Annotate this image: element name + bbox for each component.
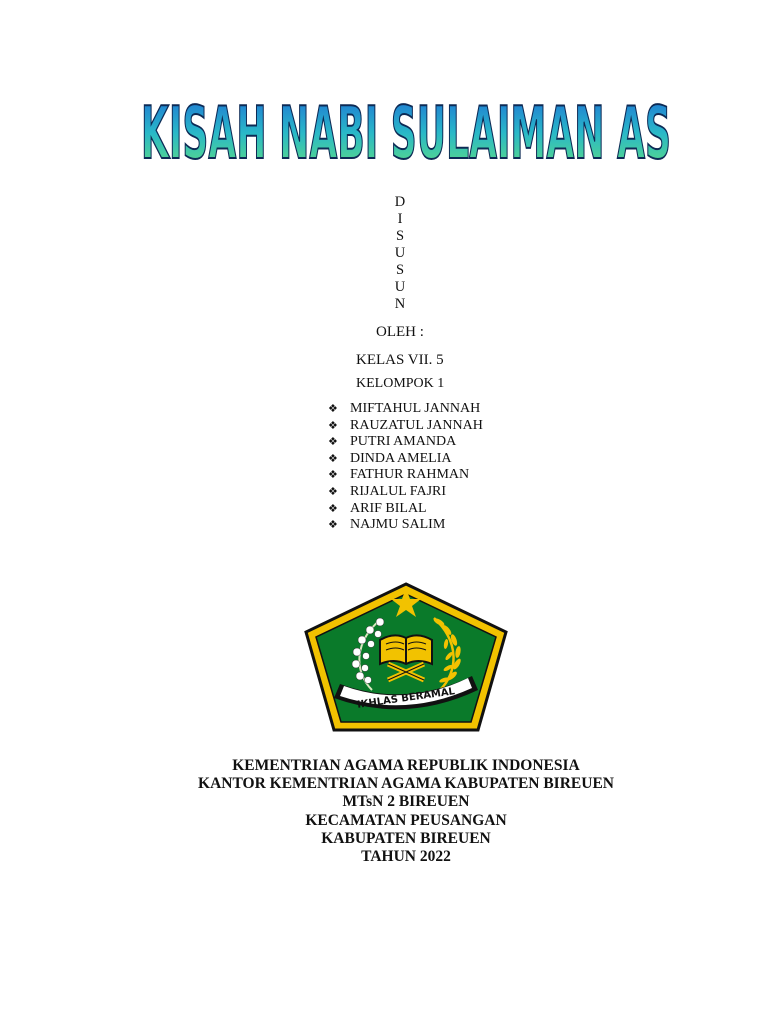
logo-banner-text: IKHLAS BERAMAL [356, 686, 456, 711]
disusun-letter: U [394, 279, 406, 295]
diamond-bullet-icon: ❖ [328, 403, 338, 415]
list-item [328, 517, 483, 534]
diamond-bullet-icon: ❖ [328, 436, 338, 449]
diamond-bullet-icon: ❖ [328, 469, 338, 482]
kelas-label: KELAS VII. 5 [356, 352, 444, 368]
member-name: NAJMU SALIM [350, 517, 446, 533]
document-title [0, 0, 768, 180]
diamond-bullet-icon: ❖ [328, 519, 338, 532]
member-name: RIJALUL FAJRI [350, 483, 447, 499]
list-item [328, 434, 483, 451]
list-item [328, 467, 483, 484]
member-name: RAUZATUL JANNAH [350, 417, 483, 433]
ministry-logo-icon [302, 580, 510, 732]
footer-line: TAHUN 2022 [361, 848, 451, 866]
member-name: MIFTAHUL JANNAH [350, 401, 481, 416]
disusun-letter: I [397, 211, 403, 227]
member-name: ARIF BILAL [350, 500, 427, 516]
diamond-bullet-icon: ❖ [328, 502, 338, 515]
member-name: PUTRI AMANDA [350, 434, 457, 450]
footer-line: MTsN 2 BIREUEN [342, 793, 470, 811]
title-text: KISAH NABI SULAIMAN AS [141, 91, 671, 175]
footer-line: KECAMATAN PEUSANGAN [305, 811, 507, 829]
disusun-letter: D [394, 194, 406, 210]
disusun-letter: S [395, 228, 405, 244]
disusun-vertical [380, 194, 420, 313]
list-item [328, 401, 483, 418]
oleh-label: OLEH : [376, 324, 424, 340]
diamond-bullet-icon: ❖ [328, 485, 338, 498]
member-name: DINDA AMELIA [350, 450, 452, 466]
diamond-bullet-icon: ❖ [328, 452, 338, 465]
list-item [328, 501, 483, 518]
institution-footer [0, 757, 768, 866]
diamond-bullet-icon: ❖ [328, 419, 338, 432]
list-item [328, 418, 483, 435]
disusun-letter: N [394, 296, 406, 312]
disusun-letter: U [394, 245, 406, 261]
footer-line: KEMENTRIAN AGAMA REPUBLIK INDONESIA [232, 757, 580, 774]
footer-line: KANTOR KEMENTRIAN AGAMA KABUPATEN BIREUEN [198, 775, 614, 793]
list-item [328, 484, 483, 501]
footer-line: KABUPATEN BIREUEN [321, 829, 491, 847]
kelompok-label: KELOMPOK 1 [356, 376, 445, 391]
member-name: FATHUR RAHMAN [350, 467, 470, 483]
list-item [328, 451, 483, 468]
disusun-letter: S [395, 262, 405, 278]
member-list [328, 401, 483, 534]
